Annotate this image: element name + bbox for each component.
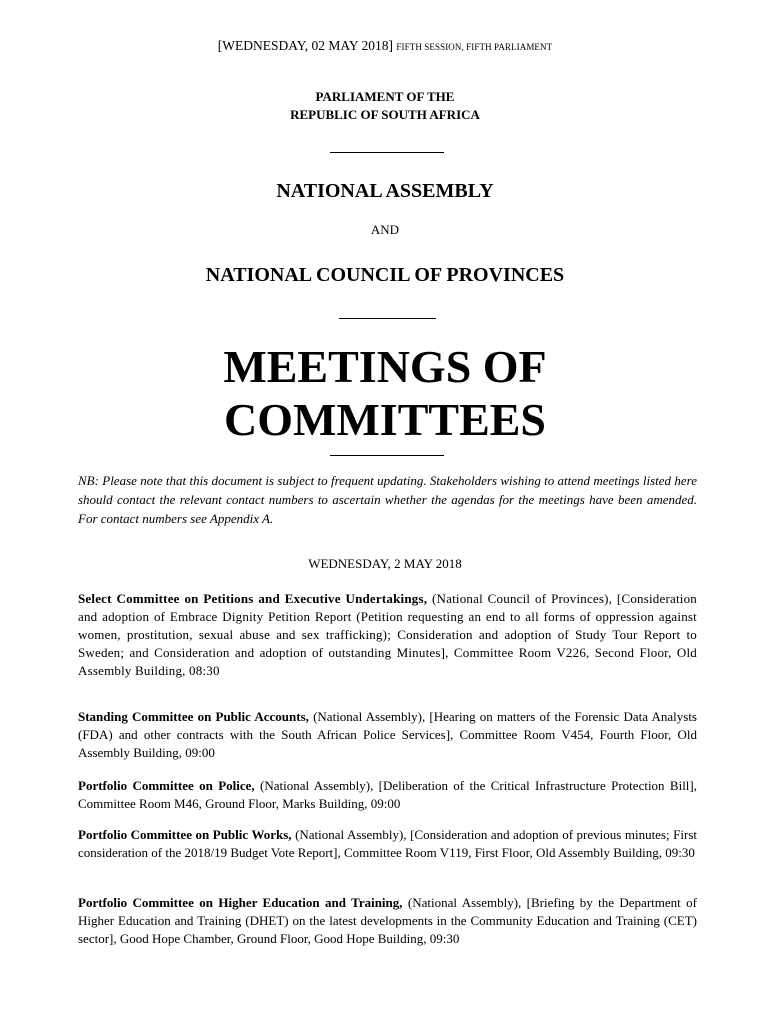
meeting-details: (National Assembly), [Hearing on matters of the Forensic Data Analysts (FDA) and other contracts with the South African Police Services], Committee Room V454, Fourth Floor, Old Assembly Building, 09:00 bbox=[78, 709, 697, 760]
parliament-heading bbox=[0, 88, 770, 124]
meeting-details: (National Assembly), [Consideration and adoption of previous minutes; First consideration of the 2018/19 Budget Vote Report], Committee Room V119, First Floor, Old Assembly Building, 09:30 bbox=[78, 827, 697, 860]
header-date: [WEDNESDAY, 02 MAY 2018] bbox=[217, 38, 394, 53]
running-header bbox=[0, 38, 770, 54]
divider-2 bbox=[339, 318, 436, 319]
divider-1 bbox=[330, 152, 444, 153]
meeting-details: (National Assembly), [Briefing by the Department of Higher Education and Training (DHET) on the latest developments in the Community Education and Training (CET) sector], Good Hope Chamber, Ground Floor, Good Hope Building, 09:30 bbox=[78, 895, 697, 946]
meeting-entry bbox=[78, 826, 697, 862]
meeting-entry bbox=[78, 590, 697, 680]
meeting-entry bbox=[78, 894, 697, 948]
parliament-line-1: PARLIAMENT OF THE bbox=[315, 89, 455, 104]
ncop-title: NATIONAL COUNCIL OF PROVINCES bbox=[205, 264, 565, 286]
divider-3 bbox=[330, 455, 444, 456]
meeting-entry bbox=[78, 708, 697, 762]
parliament-line-2: REPUBLIC OF SOUTH AFRICA bbox=[290, 107, 480, 122]
national-assembly-title: NATIONAL ASSEMBLY bbox=[276, 180, 494, 202]
committee-name: Portfolio Committee on Public Works, bbox=[78, 827, 292, 842]
committee-name: Standing Committee on Public Accounts, bbox=[78, 709, 309, 724]
meeting-details: (National Council of Provinces), [Consideration and adoption of Embrace Dignity Petition Report (Petition requesting an end to all forms of oppression against women, prostitution, sexual abuse and sex trafficking); Consideration and adoption of Study Tour Report to Sweden; and Consideration and adoption of outstanding Minutes], Committee Room V226, Second Floor, Old Assembly Building, 08:30 bbox=[78, 591, 697, 678]
meetings-title-line-1: MEETINGS OF bbox=[223, 341, 547, 392]
and-label: AND bbox=[370, 222, 400, 237]
meetings-title bbox=[0, 340, 770, 446]
meeting-details: (National Assembly), [Deliberation of the Critical Infrastructure Protection Bill], Committee Room M46, Ground Floor, Marks Building, 09:00 bbox=[78, 778, 697, 811]
meetings-title-line-2: COMMITTEES bbox=[223, 394, 547, 445]
day-heading: WEDNESDAY, 2 MAY 2018 bbox=[308, 556, 462, 571]
header-session: FIFTH SESSION, FIFTH PARLIAMENT bbox=[396, 42, 553, 52]
meeting-entry bbox=[78, 777, 697, 813]
committee-name: Portfolio Committee on Higher Education and Training, bbox=[78, 895, 403, 910]
committee-name: Portfolio Committee on Police, bbox=[78, 778, 255, 793]
update-notice: NB: Please note that this document is subject to frequent updating. Stakeholders wishing to attend meetings listed here should contact the relevant contact numbers to ascertain whether the agendas for the meetings have been amended. For contact numbers see Appendix A. bbox=[78, 473, 697, 526]
committee-name: Select Committee on Petitions and Executive Undertakings, bbox=[78, 591, 428, 606]
